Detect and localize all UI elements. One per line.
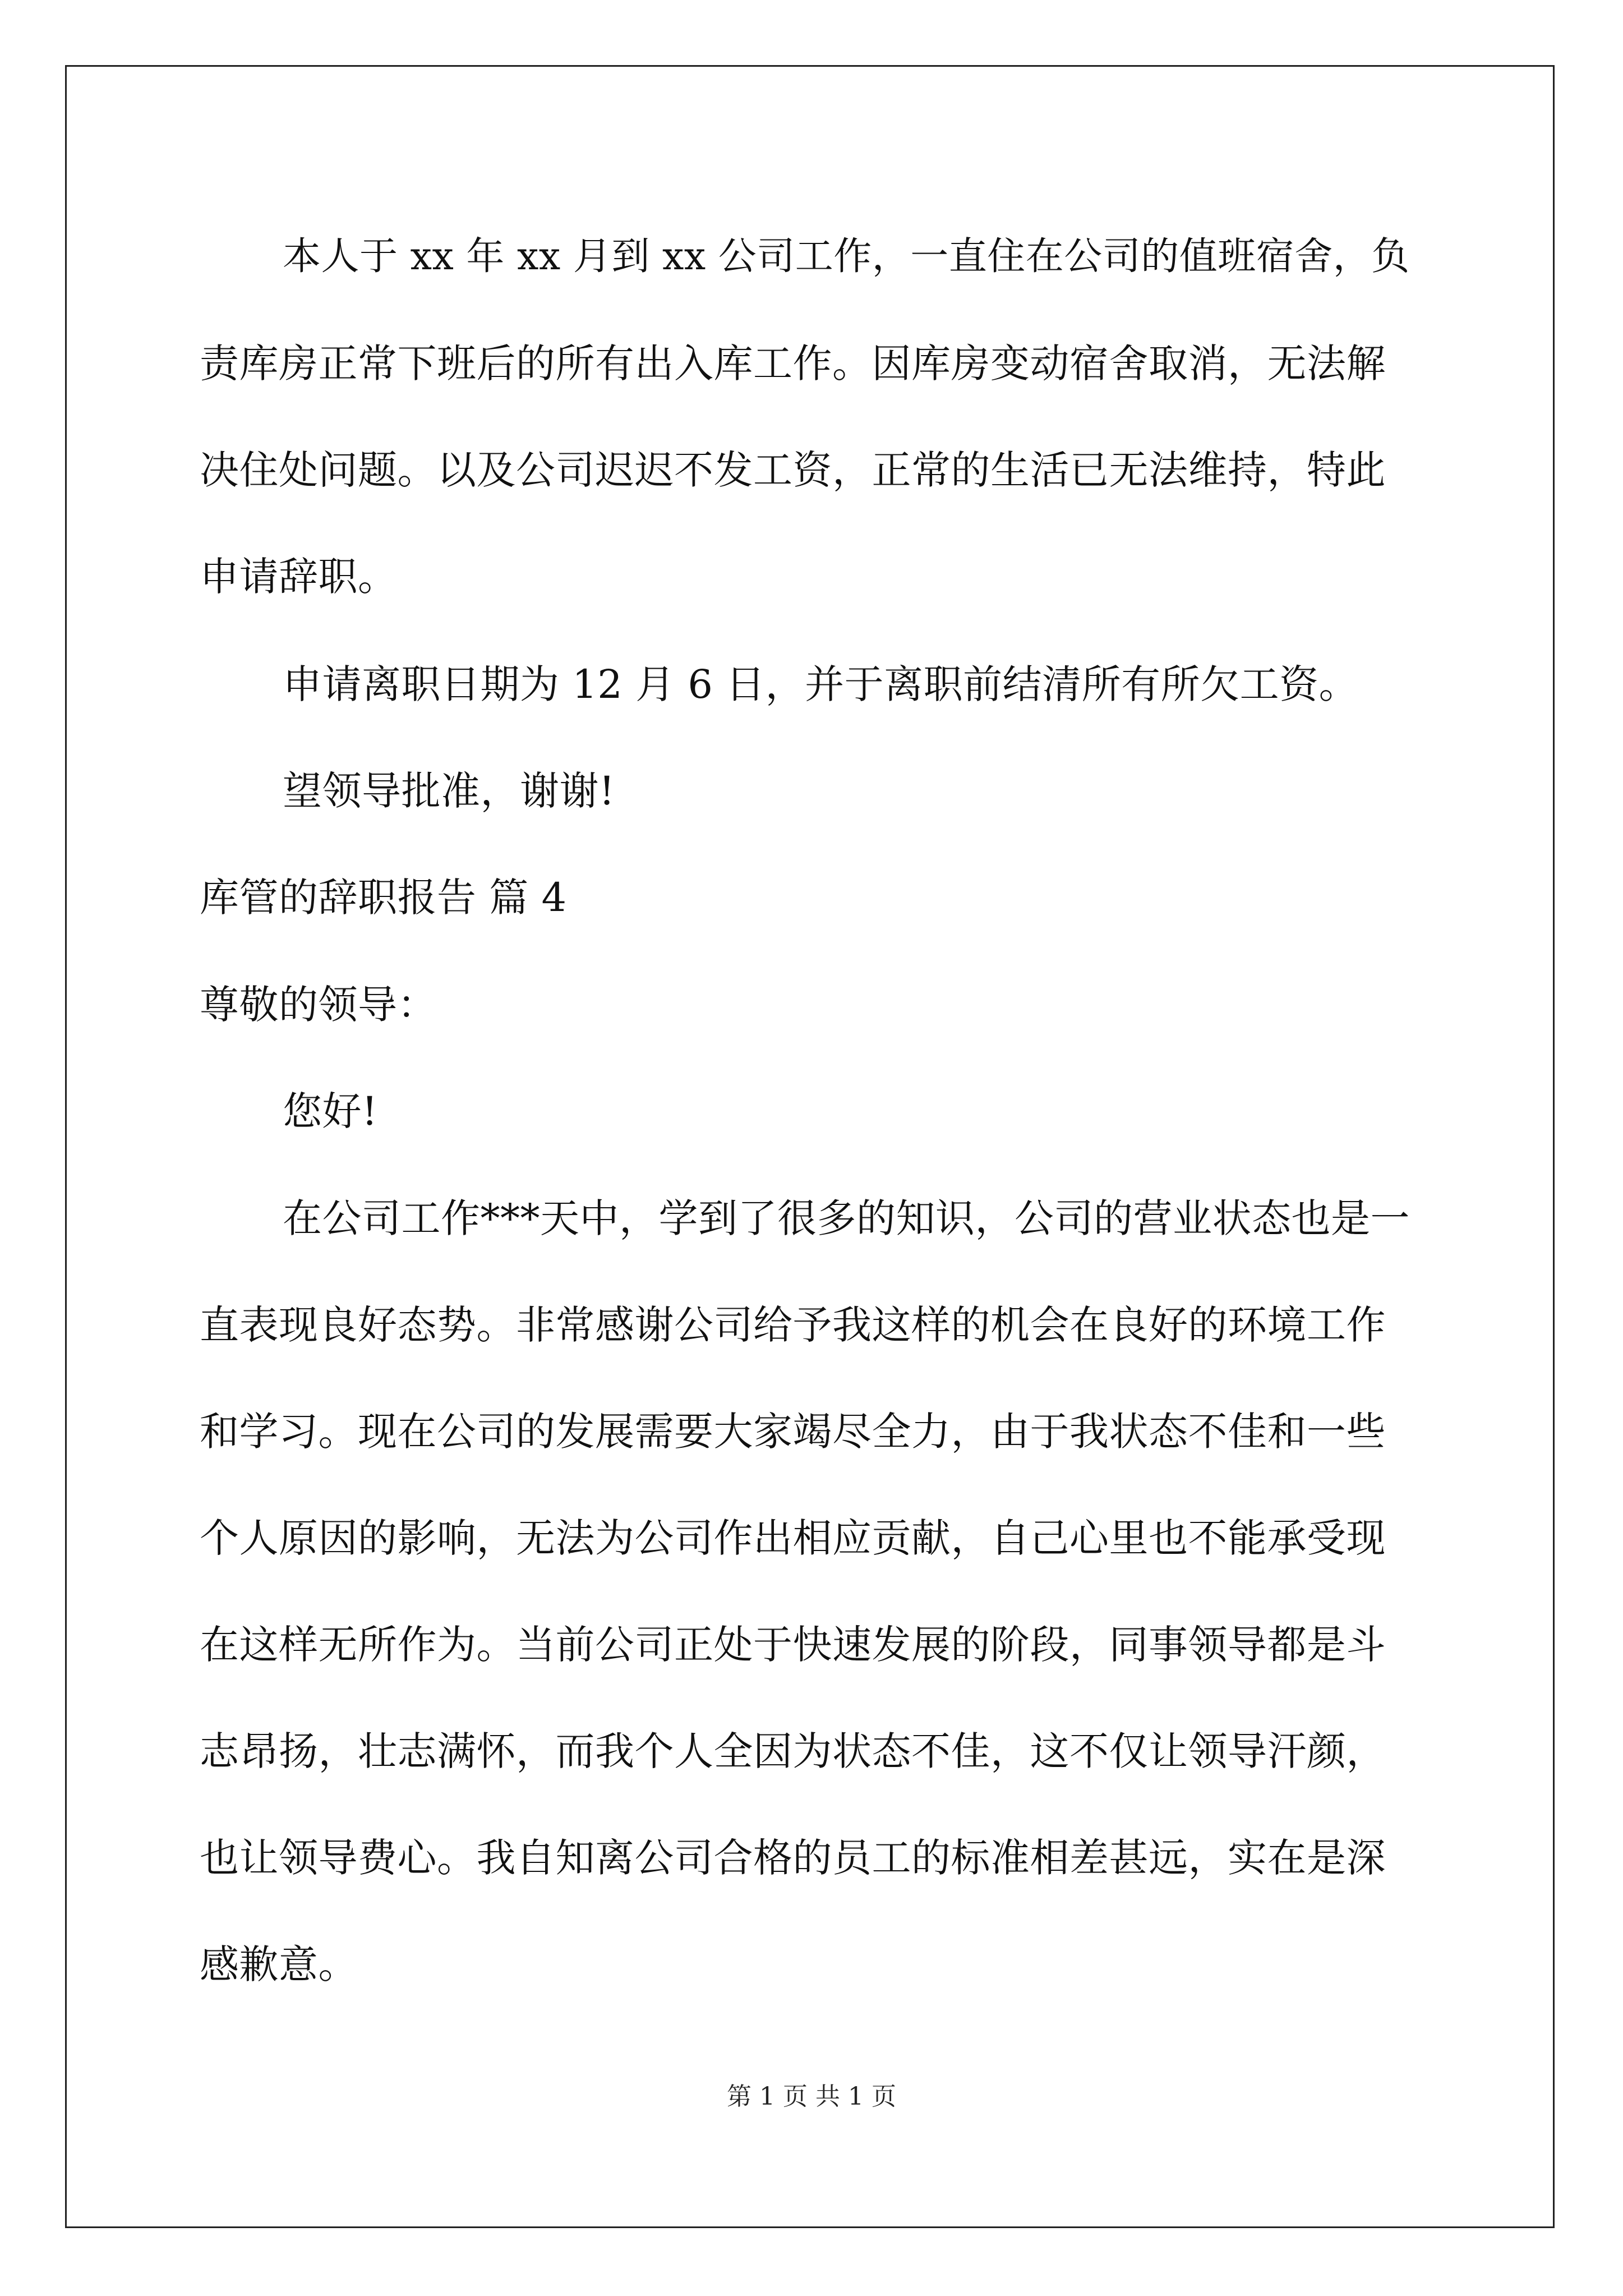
greeting: 您好!	[283, 1088, 378, 1134]
paragraph-line: 直表现良好态势。非常感谢公司给予我这样的机会在良好的环境工作	[200, 1302, 1386, 1348]
paragraph-line: 感歉意。	[200, 1941, 358, 1987]
paragraph-line: 个人原因的影响，无法为公司作出相应贡献，自己心里也不能承受现	[200, 1515, 1386, 1561]
paragraph-line: 和学习。现在公司的发展需要大家竭尽全力，由于我状态不佳和一些	[200, 1409, 1386, 1455]
page-number: 第 1 页 共 1 页	[727, 2082, 896, 2111]
salutation: 尊敬的领导：	[200, 982, 437, 1028]
paragraph-line: 志昂扬，壮志满怀，而我个人全因为状态不佳，这不仅让领导汗颜，	[200, 1728, 1386, 1774]
paragraph-line: 在公司工作***天中，学到了很多的知识，公司的营业状态也是一	[283, 1195, 1410, 1241]
paragraph-line: 申请辞职。	[200, 554, 398, 600]
paragraph-line: 本人于 xx 年 xx 月到 xx 公司工作，一直住在公司的值班宿舍，负	[283, 234, 1410, 279]
paragraph-line: 决住处问题。以及公司迟迟不发工资，正常的生活已无法维持，特此	[200, 447, 1386, 493]
paragraph-line: 申请离职日期为 12 月 6 日，并于离职前结清所有所欠工资。	[283, 661, 1359, 707]
closing-request: 望领导批准，谢谢!	[283, 768, 615, 814]
paragraph-line: 也让领导费心。我自知离公司合格的员工的标准相差甚远，实在是深	[200, 1835, 1386, 1881]
section-heading: 库管的辞职报告 篇 4	[200, 875, 567, 921]
paragraph-line: 在这样无所作为。当前公司正处于快速发展的阶段，同事领导都是斗	[200, 1622, 1386, 1668]
paragraph-line: 责库房正常下班后的所有出入库工作。因库房变动宿舍取消，无法解	[200, 341, 1386, 386]
